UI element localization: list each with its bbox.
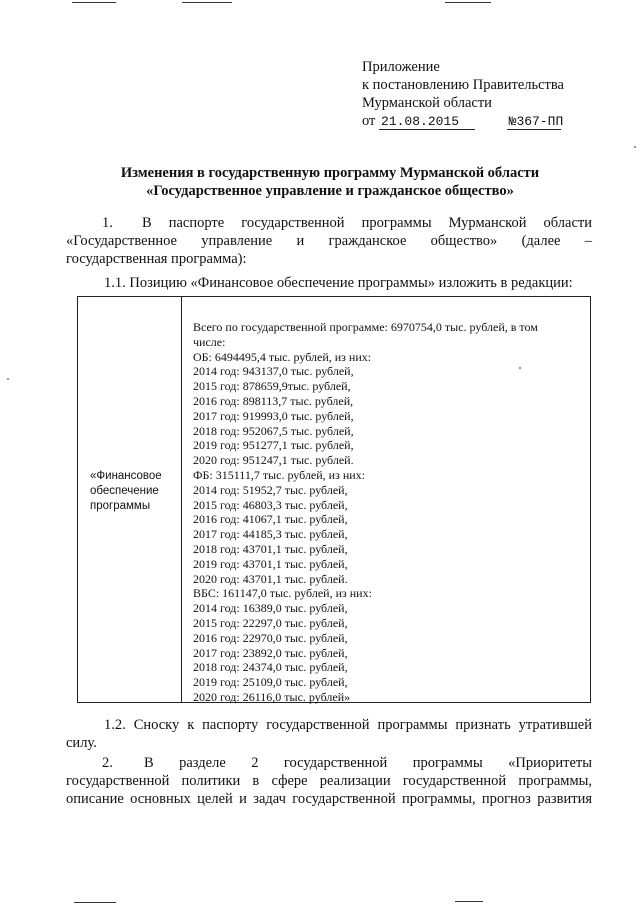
financing-row: 2016 год: 22970,0 тыс. рублей, (193, 630, 348, 645)
financing-row: 2015 год: 46803,3 тыс. рублей, (193, 497, 348, 512)
scan-mark-top-left (72, 2, 116, 3)
financing-row: 2014 год: 51952,7 тыс. рублей, (193, 482, 348, 497)
appendix-block (362, 58, 622, 130)
section-1-1 (104, 274, 592, 292)
title-line: «Государственное управление и гражданское общество» (146, 183, 514, 199)
financing-row: 2020 год: 951247,1 тыс. рублей. (193, 453, 354, 468)
financing-row: 2014 год: 943137,0 тыс. рублей, (193, 364, 354, 379)
section-1-line: «Государственное управление и гражданское общество» (далее – (66, 233, 592, 249)
scan-speck (7, 378, 9, 380)
section-1-2-text: 1.2. Сноску к паспорту государственной программы признать утратившей (104, 717, 592, 733)
financing-row: 2018 год: 952067,5 тыс. рублей, (193, 423, 354, 438)
section-1-1-text: 1.1. Позицию «Финансовое обеспечение программы» изложить в редакции: (104, 275, 573, 291)
financing-row: ВБС: 161147,0 тыс. рублей, из них: (193, 586, 372, 601)
financing-row: 2019 год: 951277,1 тыс. рублей, (193, 438, 354, 453)
financing-row: 2017 год: 919993,0 тыс. рублей, (193, 408, 354, 423)
financing-row: 2015 год: 22297,0 тыс. рублей, (193, 615, 348, 630)
financing-row: 2017 год: 44185,3 тыс. рублей, (193, 527, 348, 542)
financing-row: 2015 год: 878659,9тыс. рублей, (193, 379, 351, 394)
financing-table-value-cell (193, 320, 583, 705)
financing-row: 2016 год: 41067,1 тыс. рублей, (193, 512, 348, 527)
scan-mark-bottom-left (74, 902, 116, 903)
financing-row: 2018 год: 24374,0 тыс. рублей, (193, 660, 348, 675)
section-1-2-line (66, 716, 592, 734)
appendix-date-prefix: от (362, 113, 376, 129)
appendix-line: Приложение (362, 59, 440, 75)
financing-row: ФБ: 315111,7 тыс. рублей, из них: (193, 467, 366, 482)
appendix-line: Мурманской области (362, 95, 492, 111)
appendix-date: 21.08.2015 (379, 115, 475, 130)
appendix-date-line (362, 112, 622, 130)
section-2-text: В разделе 2 государственной программы «Приоритеты (144, 755, 592, 771)
financing-row: 2019 год: 25109,0 тыс. рублей, (193, 675, 348, 690)
appendix-number: №367-ПП (508, 114, 564, 129)
financing-table (77, 296, 591, 703)
financing-row: ОБ: 6494495,4 тыс. рублей, из них: (193, 349, 372, 364)
label-line: программы (90, 500, 151, 512)
financing-row: 2019 год: 43701,1 тыс. рублей, (193, 556, 348, 571)
appendix-line: к постановлению Правительства (362, 77, 564, 93)
section-2-line: описание основных целей и задач государственной программы, прогноз развития (66, 791, 592, 807)
section-2-line: государственной политики в сфере реализации государственной программы, (66, 773, 592, 789)
scan-mark-top-mid (182, 2, 232, 3)
section-1-2-line: силу. (66, 735, 97, 751)
financing-row: 2017 год: 23892,0 тыс. рублей, (193, 645, 348, 660)
financing-row: 2018 год: 43701,1 тыс. рублей, (193, 541, 348, 556)
title-line: Изменения в государственную программу Мурманской области (120, 165, 540, 181)
financing-table-label-cell (78, 297, 182, 702)
financing-total: Всего по государственной программе: 6970754,0 тыс. рублей, в том числе: (193, 320, 538, 349)
section-2-line (66, 754, 592, 772)
section-2-number: 2. (102, 755, 113, 771)
scan-mark-bottom-right (455, 901, 483, 902)
financing-row: 2014 год: 16389,0 тыс. рублей, (193, 601, 348, 616)
scan-speck (634, 146, 636, 148)
section-1-text: В паспорте государственной программы Мурманской области (142, 215, 592, 231)
financing-row: 2016 год: 898113,7 тыс. рублей, (193, 393, 354, 408)
scan-mark-top-right (445, 2, 491, 3)
financing-row: 2020 год: 43701,1 тыс. рублей. (193, 571, 348, 586)
financing-row: 2020 год: 26116,0 тыс. рублей» (193, 689, 351, 704)
label-line: «Финансовое (90, 470, 162, 482)
section-1 (66, 214, 592, 268)
section-2 (66, 754, 592, 808)
document-title (60, 164, 600, 200)
label-line: обеспечение (90, 485, 159, 497)
section-1-2 (66, 716, 592, 752)
section-1-number: 1. (102, 215, 113, 231)
section-1-line (66, 214, 592, 232)
financing-label (90, 469, 182, 514)
section-1-line: государственная программа): (66, 251, 247, 267)
